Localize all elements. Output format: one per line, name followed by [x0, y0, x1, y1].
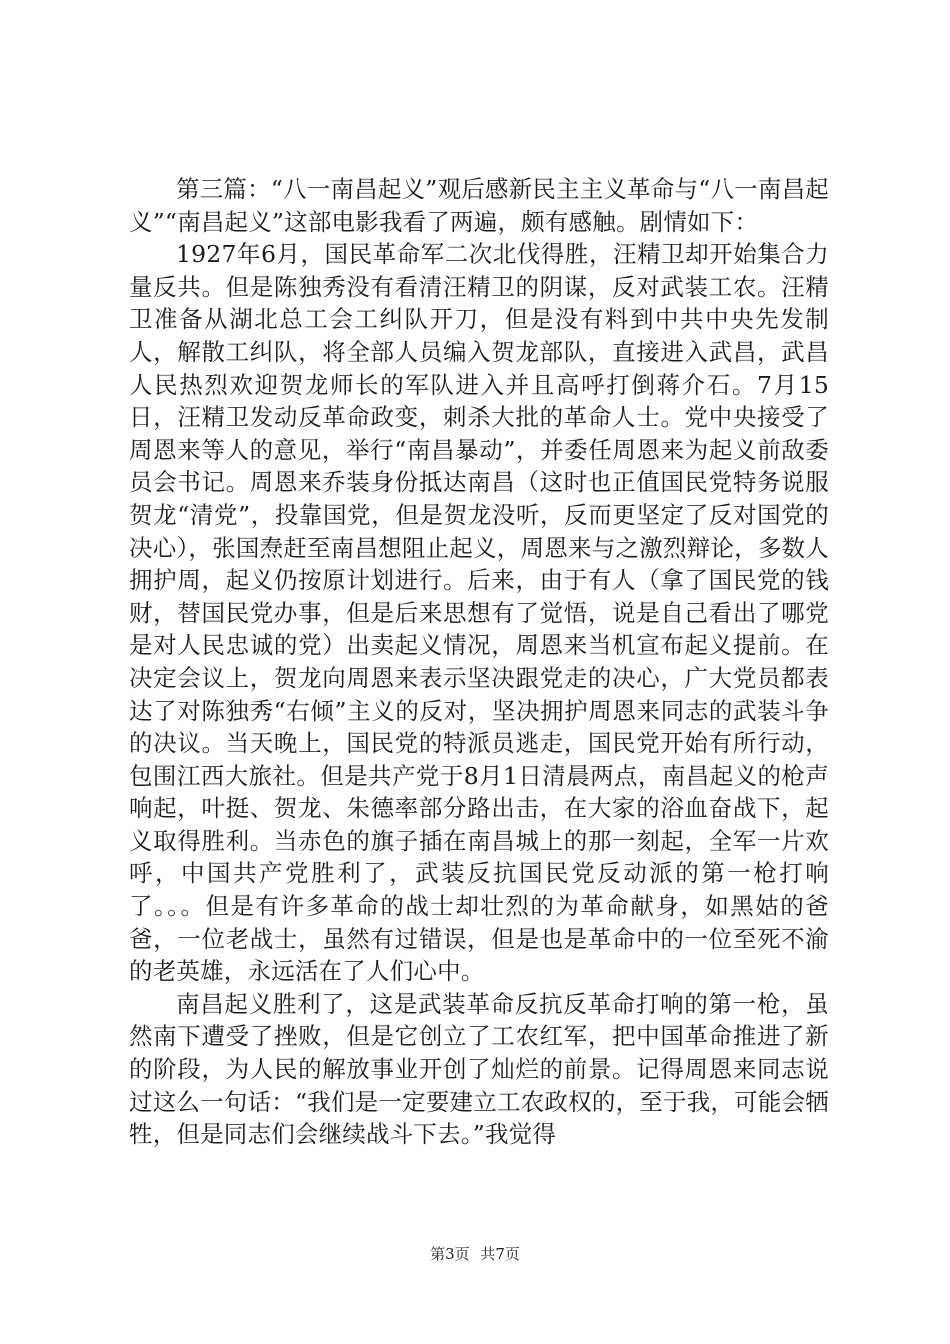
page-total: 共7页 [480, 1245, 520, 1263]
paragraph-title-intro: 第三篇：“八一南昌起义”观后感新民主主义革命与“八一南昌起义”“南昌起义”这部电影我看了两遍，颇有感触。剧情如下： [129, 175, 829, 236]
page-number: 第3页 [430, 1245, 470, 1263]
paragraph-plot-summary: 1927年6月，国民革命军二次北伐得胜，汪精卫却开始集合力量反共。但是陈独秀没有看清汪精卫的阴谋，反对武装工农。汪精卫准备从湖北总工会工纠队开刀，但是没有料到中共中央先发制人，解散工纠队，将全部人员编入贺龙部队，直接进入武昌，武昌人民热烈欢迎贺龙师长的军队进入并且高呼打倒蒋介石。7月15日，汪精卫发动反革命政变，刺杀大批的革命人士。党中央接受了周恩来等人的意见，举行“南昌暴动”，并委任周恩来为起义前敌委员会书记。周恩来乔装身份抵达南昌（这时也正值国民党特务说服贺龙“清党”，投靠国党，但是贺龙没听，反而更坚定了反对国党的决心），张国焘赶至南昌想阻止起义，周恩来与之激烈辩论，多数人拥护周，起义仍按原计划进行。后来，由于有人（拿了国民党的钱财，替国民党办事，但是后来思想有了觉悟，说是自己看出了哪党是对人民忠诚的党）出卖起义情况，周恩来当机宣布起义提前。在决定会议上，贺龙向周恩来表示坚决跟党走的决心，广大党员都表达了对陈独秀“右倾”主义的反对，坚决拥护周恩来同志的武装斗争的决议。当天晚上，国民党的特派员逃走，国民党开始有所行动，包围江西大旅社。但是共产党于8月1日清晨两点，南昌起义的枪声响起，叶挺、贺龙、朱德率部分路出击，在大家的浴血奋战下，起义取得胜利。当赤色的旗子插在南昌城上的那一刻起，全军一片欢呼，中国共产党胜利了，武装反抗国民党反动派的第一枪打响了。。。但是有许多革命的战士却壮烈的为革命献身，如黑姑的爸爸，一位老战士，虽然有过错误，但是也是革命中的一位至死不渝的老英雄，永远活在了人们心中。 [129, 240, 829, 986]
document-body [129, 173, 829, 1151]
page-footer [0, 1244, 950, 1264]
paragraph-reflection: 南昌起义胜利了，这是武装革命反抗反革命打响的第一枪，虽然南下遭受了挫败，但是它创立了工农红军，把中国革命推进了新的阶段，为人民的解放事业开创了灿烂的前景。记得周恩来同志说过这么一句话：“我们是一定要建立工农政权的，至于我，可能会牺牲，但是同志们会继续战斗下去。”我觉得 [129, 989, 829, 1149]
